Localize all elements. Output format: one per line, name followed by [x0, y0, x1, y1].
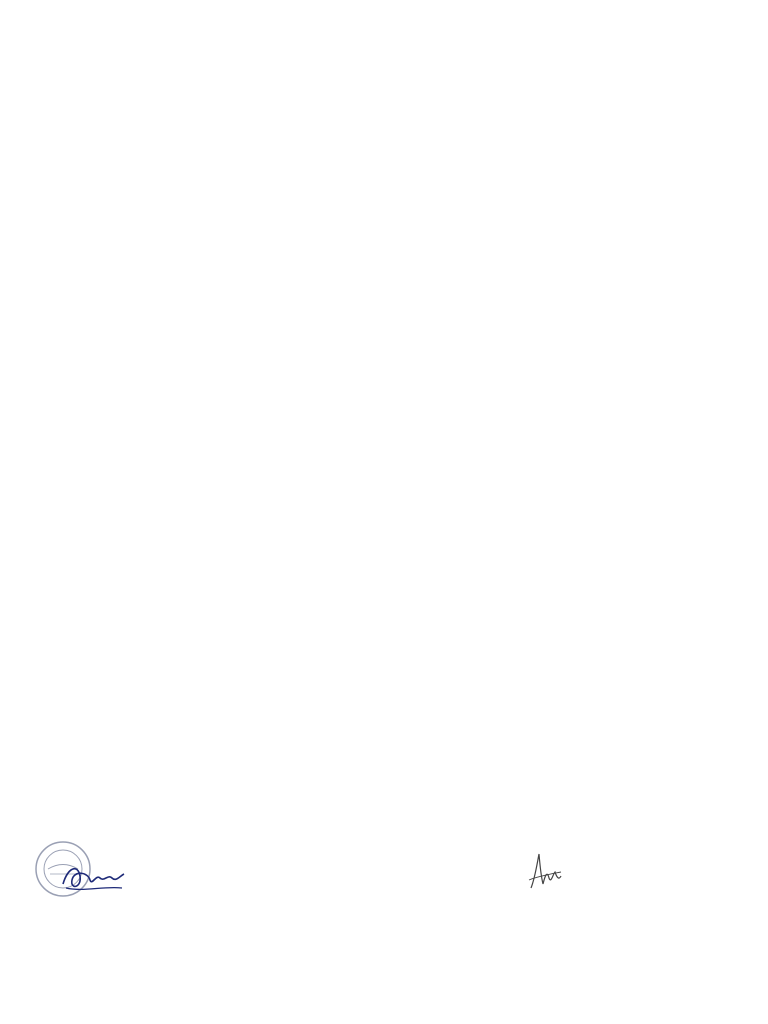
year-row	[70, 140, 170, 154]
class-row	[70, 123, 170, 137]
teacher-signature-icon	[525, 850, 565, 892]
subject-row	[70, 106, 170, 120]
principal-signature-icon	[58, 862, 128, 894]
